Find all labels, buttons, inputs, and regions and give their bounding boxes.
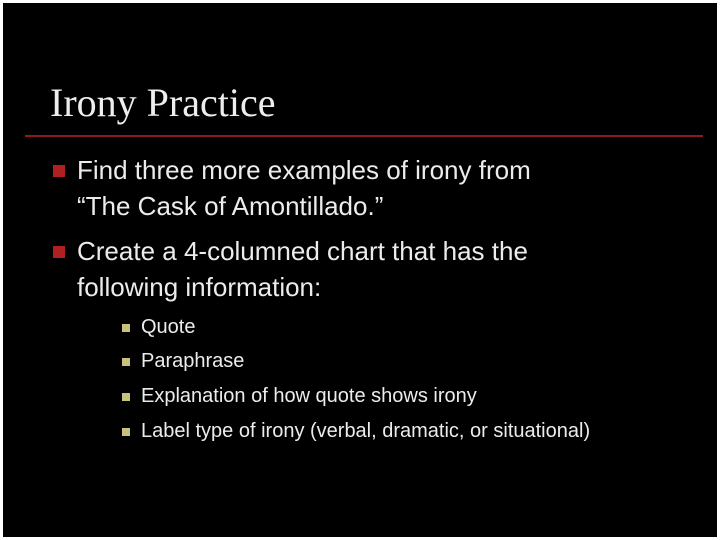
bullet-line: “The Cask of Amontillado.” (77, 191, 384, 221)
bullet-line: Create a 4-columned chart that has the (77, 236, 528, 266)
sub-bullet-explanation (121, 384, 711, 408)
slide (3, 3, 717, 537)
small-square-bullet-icon (122, 324, 130, 332)
sub-bullet-text: Quote (141, 316, 196, 338)
bullet-item-create-chart (51, 233, 691, 305)
slide-title: Irony Practice (50, 80, 276, 125)
small-square-bullet-icon (122, 358, 130, 366)
bullet-item-find-examples (51, 152, 691, 224)
title-divider (25, 135, 703, 137)
sub-bullet-paraphrase (121, 349, 711, 373)
square-bullet-icon (53, 165, 65, 177)
sub-bullet-text: Label type of irony (verbal, dramatic, or situational) (141, 420, 591, 442)
sub-bullet-text: Explanation of how quote shows irony (141, 385, 477, 407)
bullet-line: Find three more examples of irony from (77, 155, 531, 185)
sub-bullet-label-type (121, 419, 711, 443)
square-bullet-icon (53, 246, 65, 258)
small-square-bullet-icon (122, 428, 130, 436)
sub-bullet-quote (121, 315, 711, 339)
bullet-line: following information: (77, 272, 322, 302)
small-square-bullet-icon (122, 393, 130, 401)
sub-bullet-text: Paraphrase (141, 350, 245, 372)
